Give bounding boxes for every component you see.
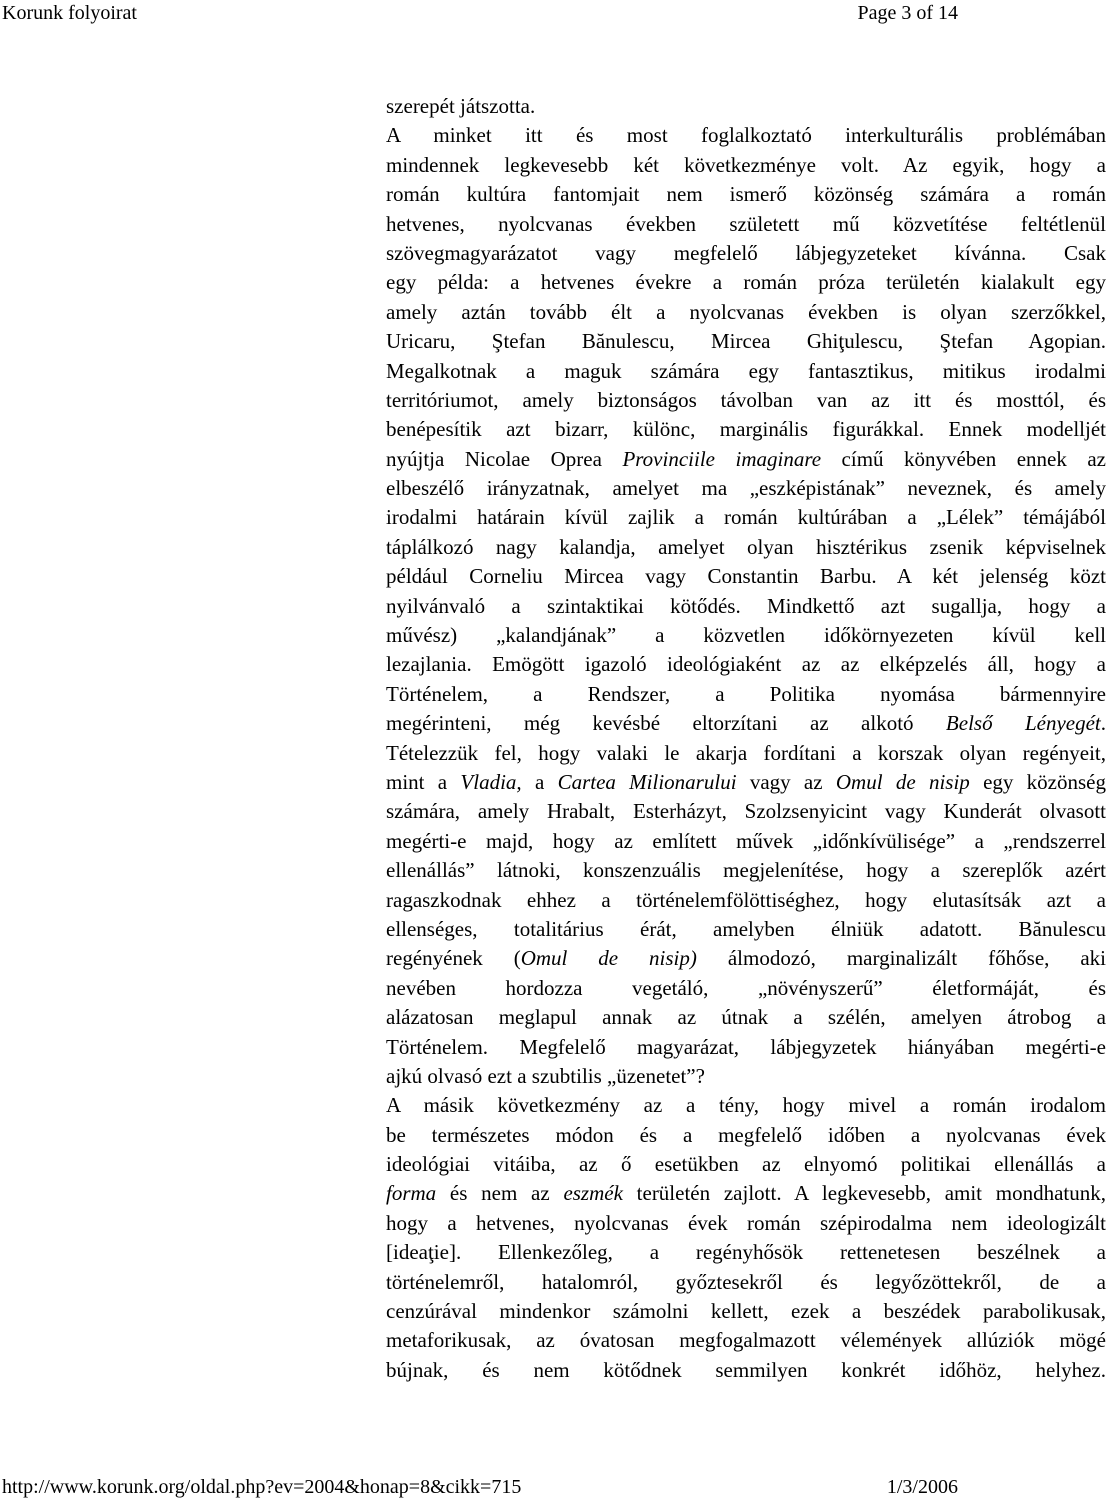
text-line xyxy=(386,533,1106,562)
text-segment: benépesítik azt bizarr, különc, marginális figurákkal. Ennek modelljét xyxy=(386,417,1106,442)
article-body xyxy=(386,92,1106,1385)
text-line xyxy=(386,709,1106,738)
text-segment: egy közönség xyxy=(969,769,1106,794)
text-segment: Megalkotnak a maguk számára egy fantasztikus, mitikus irodalmi xyxy=(386,358,1106,383)
text-line xyxy=(386,357,1106,386)
italic-title: Vladia, xyxy=(460,769,522,794)
text-segment: cenzúrával mindenkor számolni kellett, ezek a beszédek parabolikusak, xyxy=(386,1299,1106,1324)
text-segment: nevében hordozza vegetáló, „növényszerű” életformáját, és xyxy=(386,975,1106,1000)
text-segment: történelemről, hatalomról, győztesekről és legyőzöttekről, de a xyxy=(386,1269,1106,1294)
text-line xyxy=(386,1297,1106,1326)
text-line xyxy=(386,1062,1106,1091)
text-segment: című könyvében ennek az xyxy=(821,446,1106,471)
print-date: 1/3/2006 xyxy=(886,1476,958,1498)
text-segment: például Corneliu Mircea vagy Constantin Barbu. A két jelenség közt xyxy=(386,564,1106,589)
text-line xyxy=(386,210,1106,239)
text-line xyxy=(386,121,1106,150)
italic-title: Cartea Milionarului xyxy=(557,769,737,794)
text-segment: Uricaru, Ştefan Bănulescu, Mircea Ghiţulescu, Ştefan Agopian. xyxy=(386,329,1106,354)
text-line xyxy=(386,797,1106,826)
text-line xyxy=(386,474,1106,503)
site-title: Korunk folyoirat xyxy=(2,2,137,24)
text-segment: . xyxy=(1100,711,1106,736)
text-line xyxy=(386,92,1106,121)
text-line xyxy=(386,180,1106,209)
text-line xyxy=(386,151,1106,180)
text-line xyxy=(386,650,1106,679)
text-line xyxy=(386,974,1106,1003)
text-line xyxy=(386,739,1106,768)
text-line xyxy=(386,1033,1106,1062)
text-segment: territóriumot, amely biztonságos távolban van az itt és mosttól, és xyxy=(386,387,1106,412)
text-segment: ajkú olvasó ezt a szubtilis „üzenetet”? xyxy=(386,1063,705,1088)
text-segment: be természetes módon és a megfelelő időben a nyolcvanas évek xyxy=(386,1122,1106,1147)
text-line xyxy=(386,886,1106,915)
text-segment: művész) „kalandjának” a közvetlen időkörnyezeten kívül kell xyxy=(386,623,1106,648)
text-segment: számára, amely Hrabalt, Esterházyt, Szolzsenyicint vagy Kunderát olvasott xyxy=(386,799,1106,824)
text-segment: szövegmagyarázatot vagy megfelelő lábjegyzeteket kívánna. Csak xyxy=(386,240,1106,265)
text-segment: álmodozó, marginalizált főhőse, aki xyxy=(696,946,1106,971)
text-line xyxy=(386,680,1106,709)
text-line xyxy=(386,1091,1106,1120)
italic-title: Belső Lényegét xyxy=(945,711,1101,736)
text-segment: elbeszélő irányzatnak, amelyet ma „eszképistának” neveznek, és amely xyxy=(386,476,1106,501)
text-segment: nyújtja Nicolae Oprea xyxy=(386,446,623,471)
italic-title: Omul de nisip xyxy=(835,769,970,794)
text-line xyxy=(386,562,1106,591)
text-line xyxy=(386,856,1106,885)
text-line xyxy=(386,268,1106,297)
text-line xyxy=(386,1003,1106,1032)
text-line xyxy=(386,1356,1106,1385)
text-line xyxy=(386,827,1106,856)
page-footer xyxy=(0,1474,960,1500)
text-segment: megérinteni, még kevésbé eltorzítani az alkotó xyxy=(386,711,946,736)
text-line xyxy=(386,386,1106,415)
text-segment: Történelem, a Rendszer, a Politika nyomása bármennyire xyxy=(386,681,1106,706)
text-segment: hogy a hetvenes, nyolcvanas évek román szépirodalma nem ideologizált xyxy=(386,1210,1106,1235)
text-line xyxy=(386,1238,1106,1267)
text-line xyxy=(386,915,1106,944)
italic-title: eszmék xyxy=(563,1181,623,1206)
text-segment: A másik következmény az a tény, hogy mivel a román irodalom xyxy=(386,1093,1106,1118)
text-segment: ragaszkodnak ehhez a történelemfölöttiséghez, hogy elutasítsák azt a xyxy=(386,887,1106,912)
text-segment: mint a xyxy=(386,769,461,794)
text-line xyxy=(386,239,1106,268)
italic-title: Provinciile imaginare xyxy=(622,446,822,471)
text-segment: Tételezzük fel, hogy valaki le akarja fordítani a korszak olyan regényeit, xyxy=(386,740,1106,765)
text-line xyxy=(386,1179,1106,1208)
text-line xyxy=(386,621,1106,650)
page-header xyxy=(0,0,960,26)
text-segment: ideológiai vitáiba, az ő esetükben az elnyomó politikai ellenállás a xyxy=(386,1152,1106,1177)
text-line xyxy=(386,503,1106,532)
text-segment: ellenséges, totalitárius érát, amelyben élniük adatott. Bănulescu xyxy=(386,916,1106,941)
text-segment: A minket itt és most foglalkoztató interkulturális problémában xyxy=(386,123,1106,148)
text-segment: [ideaţie]. Ellenkezőleg, a regényhősök rettenetesen beszélnek a xyxy=(386,1240,1106,1265)
italic-title: Omul de nisip) xyxy=(520,946,697,971)
text-segment: metaforikusak, az óvatosan megfogalmazott vélemények allúziók mögé xyxy=(386,1328,1106,1353)
article-viewport xyxy=(386,92,1106,1412)
text-segment: amely aztán tovább élt a nyolcvanas években is olyan szerzőkkel, xyxy=(386,299,1106,324)
text-segment: táplálkozó nagy kalandja, amelyet olyan hisztérikus zsenik képviselnek xyxy=(386,534,1106,559)
text-segment: vagy az xyxy=(736,769,836,794)
text-segment: alázatosan meglapul annak az útnak a szélén, amelyen átrobog a xyxy=(386,1005,1106,1030)
text-line xyxy=(386,944,1106,973)
text-segment: a xyxy=(521,769,558,794)
text-segment: román kultúra fantomjait nem ismerő közönség számára a román xyxy=(386,182,1106,207)
text-line xyxy=(386,768,1106,797)
text-line xyxy=(386,1268,1106,1297)
text-segment: mindennek legkevesebb két következménye volt. Az egyik, hogy a xyxy=(386,152,1106,177)
text-segment: bújnak, és nem kötődnek semmilyen konkrét időhöz, helyhez. xyxy=(386,1357,1106,1382)
text-segment: ellenállás” látnoki, konszenzuális megjelenítése, hogy a szereplők azért xyxy=(386,858,1106,883)
text-segment: megérti-e majd, hogy az említett művek „időnkívülisége” a „rendszerrel xyxy=(386,828,1106,853)
text-segment: Történelem. Megfelelő magyarázat, lábjegyzetek hiányában megérti-e xyxy=(386,1034,1106,1059)
italic-title: forma xyxy=(386,1181,437,1206)
text-line xyxy=(386,415,1106,444)
text-line xyxy=(386,1121,1106,1150)
text-line xyxy=(386,298,1106,327)
text-line xyxy=(386,1150,1106,1179)
text-line xyxy=(386,327,1106,356)
text-line xyxy=(386,1326,1106,1355)
text-segment: szerepét játszotta. xyxy=(386,94,536,118)
text-segment: nyilvánvaló a szintaktikai kötődés. Mindkettő azt sugallja, hogy a xyxy=(386,593,1106,618)
text-line xyxy=(386,1209,1106,1238)
text-segment: egy példa: a hetvenes évekre a román próza területén kialakult egy xyxy=(386,270,1106,295)
text-segment: és nem az xyxy=(436,1181,564,1206)
text-line xyxy=(386,445,1106,474)
text-segment: hetvenes, nyolcvanas években született mű közvetítése feltétlenül xyxy=(386,211,1106,236)
text-segment: területén zajlott. A legkevesebb, amit mondhatunk, xyxy=(622,1181,1106,1206)
page-url: http://www.korunk.org/oldal.php?ev=2004&honap=8&cikk=715 xyxy=(2,1476,522,1498)
page-indicator: Page 3 of 14 xyxy=(857,2,958,24)
text-segment: irodalmi határain kívül zajlik a román kultúrában a „Lélek” témájából xyxy=(386,505,1106,530)
text-segment: regényének ( xyxy=(386,946,521,971)
text-segment: lezajlania. Emögött igazoló ideológiaként az az elképzelés áll, hogy a xyxy=(386,652,1106,677)
text-line xyxy=(386,592,1106,621)
